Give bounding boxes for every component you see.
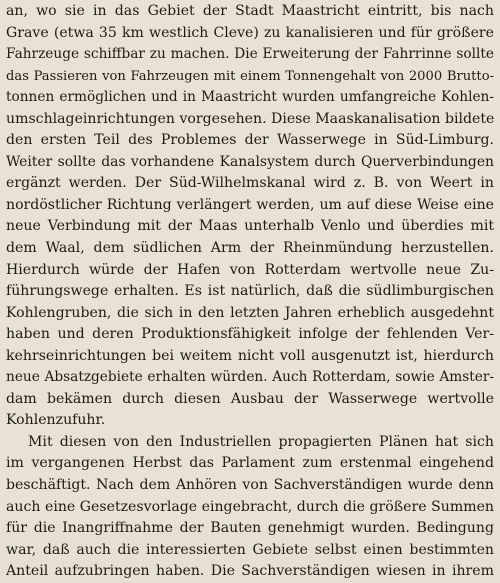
text-line: dam bekämen durch diesen Ausbau der Wasserwege wertvolle: [6, 390, 494, 407]
text-line: kehrseinrichtungen bei weitem nicht voll ausgenutzt ist, hierdurch: [6, 347, 494, 364]
text-line: auch eine Gesetzesvorlage eingebracht, durch die größere Summen: [6, 498, 494, 515]
text-line: beschäftigt. Nach dem Anhören von Sachverständigen wurde denn: [6, 477, 494, 494]
text-line: Mit diesen von den Industriellen propagierten Plänen hat sich: [28, 433, 494, 450]
text-line: Anteil aufzubringen haben. Die Sachverständigen wiesen in ihrem: [6, 563, 494, 580]
text-line: Kohlengruben, die sich in den letzten Jahren erheblich ausgedehnt: [6, 304, 494, 321]
text-line: Kohlenzufuhr.: [6, 412, 106, 429]
text-line: umschlageinrichtungen vorgesehen. Diese Maaskanalisation bildete: [6, 110, 494, 127]
text-line: dem Waal, dem südlichen Arm der Rheinmündung herzustellen.: [6, 240, 494, 257]
text-line: tonnen ermöglichen und in Maastricht wurden umfangreiche Kohlen-: [6, 89, 494, 106]
text-line: Hierdurch würde der Hafen von Rotterdam wertvolle neue Zu-: [6, 261, 494, 278]
text-line: das Passieren von Fahrzeugen mit einem Tonnengehalt von 2000 Brutto-: [6, 68, 494, 84]
text-line: Grave (etwa 35 km westlich Cleve) zu kanalisieren und für größere: [6, 24, 494, 41]
text-line: nordöstlicher Richtung verlängert werden, um auf diese Weise eine: [6, 196, 494, 213]
text-line: neue Verbindung mit der Maas unterhalb Venlo und überdies mit: [6, 218, 494, 235]
text-line: haben und deren Produktionsfähigkeit infolge der fehlenden Ver-: [6, 326, 494, 343]
text-line: im vergangenen Herbst das Parlament zum erstenmal eingehend: [6, 455, 494, 472]
text-line: war, daß auch die interessierten Gebiete selbst einen bestimmten: [6, 541, 494, 558]
text-line: ergänzt werden. Der Süd-Wilhelmskanal wird z. B. von Weert in: [6, 175, 494, 192]
text-line: neue Absatzgebiete erhalten würden. Auch Rotterdam, sowie Amster-: [6, 369, 494, 386]
text-line: den ersten Teil des Problemes der Wasserwege in Süd-Limburg.: [6, 132, 494, 149]
text-line: führungswege erhalten. Es ist natürlich, daß die südlimburgischen: [6, 283, 494, 300]
paragraph-2: [6, 432, 494, 583]
paragraph-1: [6, 1, 494, 432]
text-line: an, wo sie in das Gebiet der Stadt Maastricht eintritt, bis nach: [6, 3, 494, 19]
text-line: für die Inangriffnahme der Bauten genehmigt wurden. Bedingung: [6, 520, 494, 537]
text-line: Fahrzeuge schiffbar zu machen. Die Erweiterung der Fahrrinne sollte: [6, 46, 494, 63]
text-line: Weiter sollte das vorhandene Kanalsystem durch Querverbindungen: [6, 153, 494, 170]
